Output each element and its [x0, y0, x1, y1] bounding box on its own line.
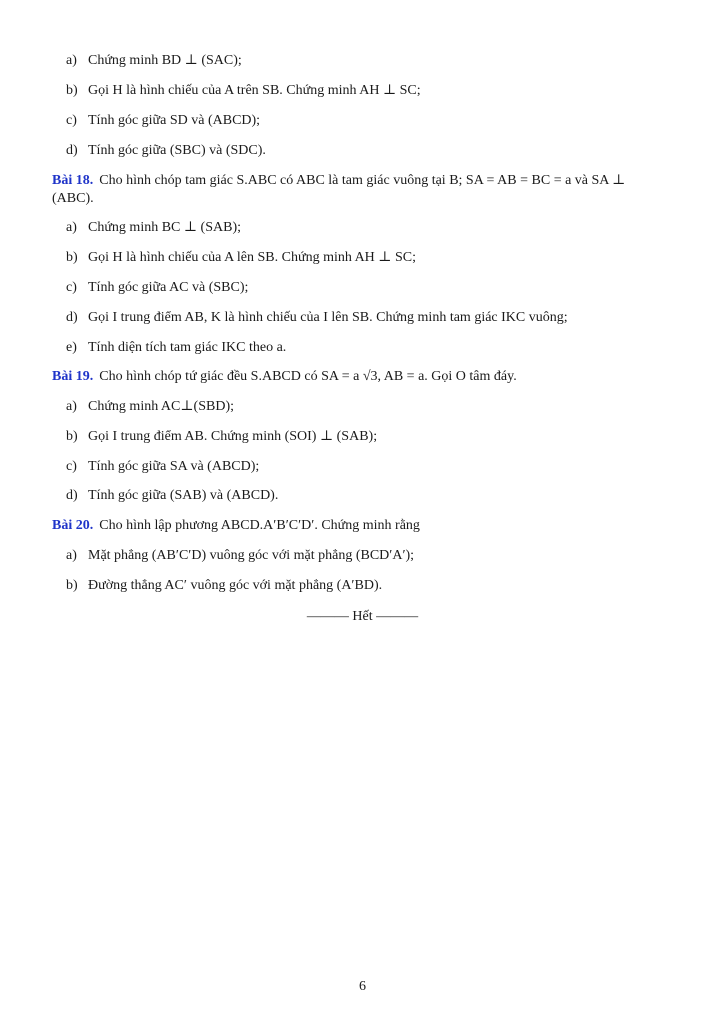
- list-item: [66, 547, 414, 565]
- exercise-heading: [52, 368, 517, 386]
- item-label: c): [66, 459, 77, 474]
- list-item: [66, 142, 266, 160]
- list-item: [66, 112, 260, 130]
- item-label: d): [66, 143, 78, 158]
- exercise-number: Bài 18.: [52, 173, 94, 188]
- item-text: Tính góc giữa (SBC) và (SDC).: [88, 143, 266, 158]
- item-label: a): [66, 399, 77, 414]
- exercise-text: Cho hình chóp tứ giác đều S.ABCD có SA = a √3, AB = a. Gọi O tâm đáy.: [99, 369, 517, 384]
- item-label: b): [66, 83, 78, 98]
- item-label: b): [66, 429, 78, 444]
- list-item: [66, 219, 241, 237]
- item-label: a): [66, 548, 77, 563]
- item-text: Tính diện tích tam giác IKC theo a.: [88, 340, 287, 355]
- exercise-text: Cho hình chóp tam giác S.ABC có ABC là tam giác vuông tại B; SA = AB = BC = a và SA ⊥: [99, 173, 626, 188]
- item-text: Chứng minh BC ⊥ (SAB);: [88, 220, 241, 235]
- exercise-heading: [52, 172, 625, 190]
- item-label: a): [66, 53, 77, 68]
- list-item: [66, 309, 568, 327]
- exercise-number: Bài 20.: [52, 518, 94, 533]
- page-number: 6: [359, 979, 366, 994]
- item-label: d): [66, 310, 78, 325]
- item-text: Chứng minh AC⊥(SBD);: [88, 399, 234, 414]
- item-text: Chứng minh BD ⊥ (SAC);: [88, 53, 242, 68]
- item-text: Gọi H là hình chiếu của A lên SB. Chứng minh AH ⊥ SC;: [88, 250, 416, 265]
- exercise-number: Bài 19.: [52, 369, 94, 384]
- exercise-text-continued: (ABC).: [52, 191, 94, 206]
- item-text: Mặt phẳng (AB′C′D) vuông góc với mặt phẳng (BCD′A′);: [88, 548, 415, 563]
- item-text: Đường thẳng AC′ vuông góc với mặt phẳng (A′BD).: [88, 578, 383, 593]
- item-label: a): [66, 220, 77, 235]
- list-item: [66, 398, 234, 416]
- list-item: [66, 487, 278, 505]
- item-label: c): [66, 113, 77, 128]
- list-item: [66, 339, 286, 357]
- end-marker: ——— Hết ———: [306, 609, 419, 624]
- item-label: b): [66, 250, 78, 265]
- item-text: Gọi I trung điểm AB. Chứng minh (SOI) ⊥ (SAB);: [88, 429, 378, 444]
- list-item: [66, 249, 416, 267]
- list-item: [66, 577, 382, 595]
- item-label: d): [66, 488, 78, 503]
- item-text: Tính góc giữa SA và (ABCD);: [88, 459, 260, 474]
- item-text: Tính góc giữa AC và (SBC);: [88, 280, 249, 295]
- item-text: Gọi I trung điểm AB, K là hình chiếu của I lên SB. Chứng minh tam giác IKC vuông;: [88, 310, 568, 325]
- item-text: Tính góc giữa SD và (ABCD);: [88, 113, 261, 128]
- exercise-heading: [52, 517, 420, 535]
- list-item: [66, 458, 259, 476]
- item-text: Gọi H là hình chiếu của A trên SB. Chứng minh AH ⊥ SC;: [88, 83, 421, 98]
- item-text: Tính góc giữa (SAB) và (ABCD).: [88, 488, 279, 503]
- list-item: [66, 82, 421, 100]
- list-item: [66, 279, 248, 297]
- exercise-text: Cho hình lập phương ABCD.A′B′C′D′. Chứng minh rằng: [99, 518, 420, 533]
- list-item: [66, 428, 377, 446]
- list-item: [66, 52, 242, 70]
- item-label: c): [66, 280, 77, 295]
- item-label: b): [66, 578, 78, 593]
- item-label: e): [66, 340, 77, 355]
